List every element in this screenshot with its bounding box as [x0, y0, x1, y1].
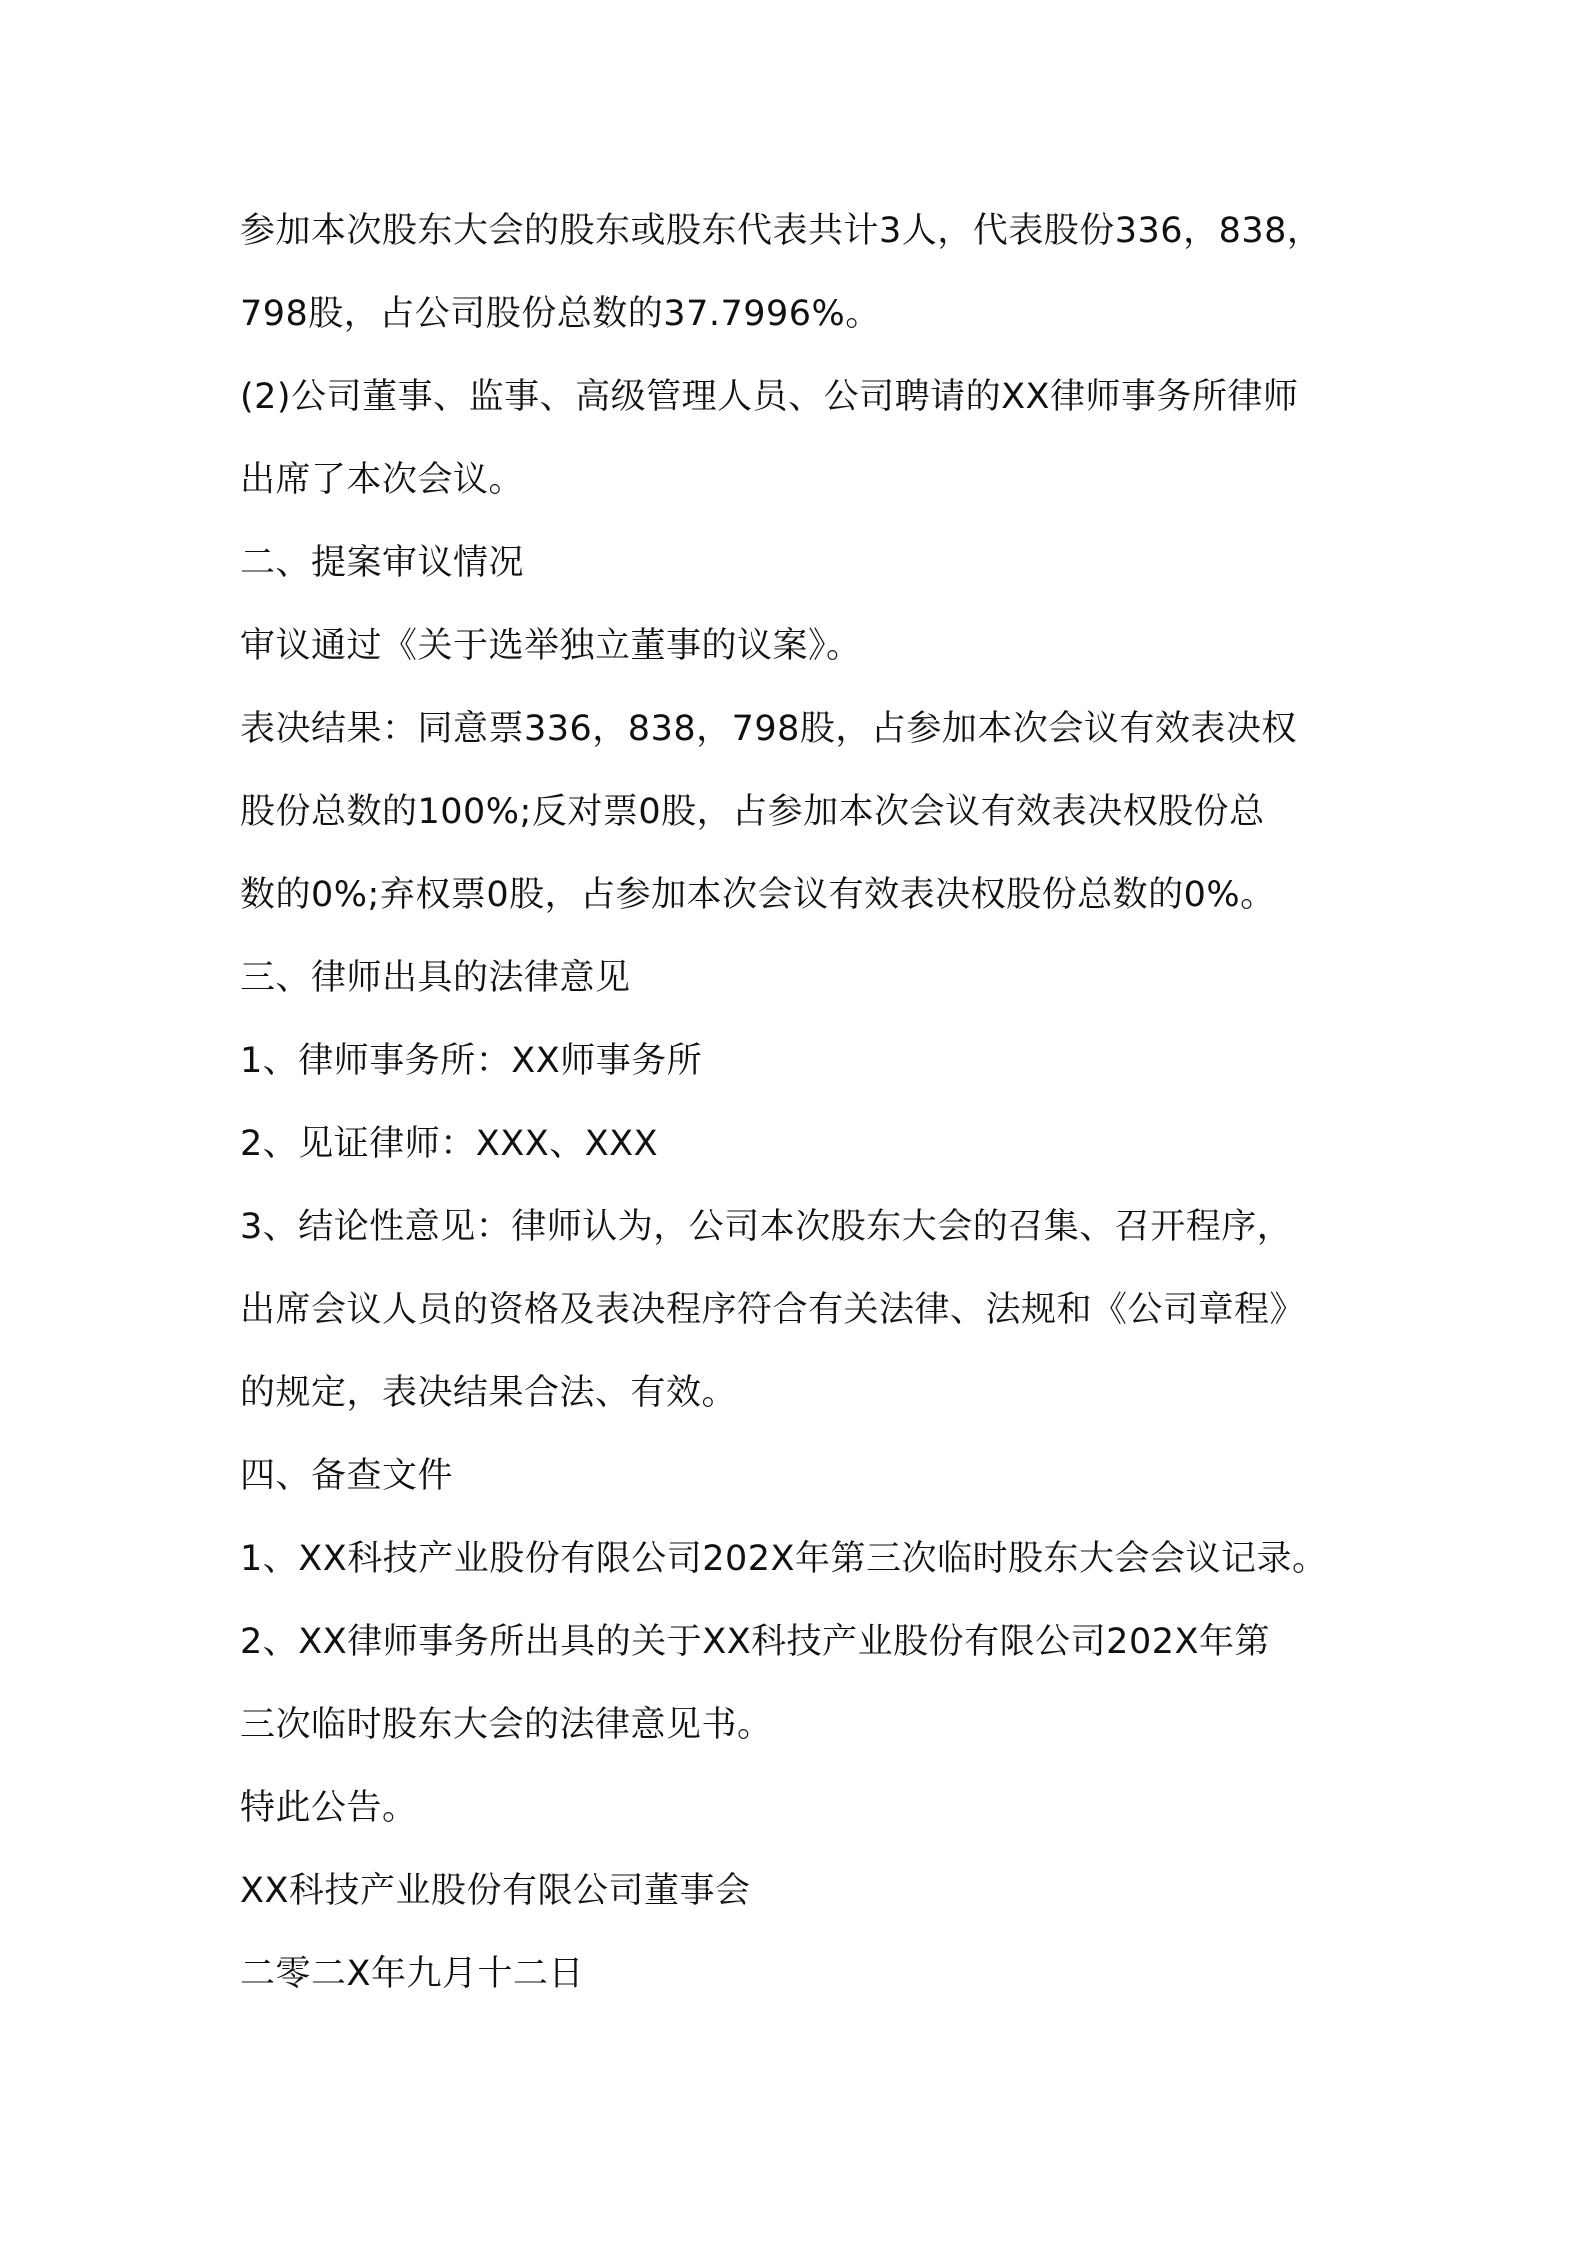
signature-organization: XX科技产业股份有限公司董事会: [240, 1871, 751, 1911]
paragraph-line: 股份总数的100%;反对票0股，占参加本次会议有效表决权股份总: [240, 792, 1265, 832]
paragraph-line: (2)公司董事、监事、高级管理人员、公司聘请的XX律师事务所律师: [240, 377, 1299, 417]
paragraph-line: 出席了本次会议。: [240, 460, 525, 500]
signature-date: 二零二X年九月十二日: [240, 1954, 584, 1994]
list-item: 1、XX科技产业股份有限公司202X年第三次临时股东大会会议记录。: [240, 1539, 1328, 1579]
list-item: 1、律师事务所：XX师事务所: [240, 1041, 703, 1081]
paragraph-line: 出席会议人员的资格及表决程序符合有关法律、法规和《公司章程》: [240, 1290, 1306, 1330]
paragraph-line: 三次临时股东大会的法律意见书。: [240, 1705, 773, 1745]
document-body: [240, 190, 1360, 2016]
section-heading: 三、律师出具的法律意见: [240, 958, 631, 998]
section-heading: 二、提案审议情况: [240, 543, 525, 583]
list-item: 2、见证律师：XXX、XXX: [240, 1124, 659, 1164]
list-item: 2、XX律师事务所出具的关于XX科技产业股份有限公司202X年第: [240, 1622, 1270, 1662]
paragraph-line: 798股，占公司股份总数的37.7996%。: [240, 294, 881, 334]
paragraph-line: 审议通过《关于选举独立董事的议案》。: [240, 626, 862, 666]
paragraph-line: 参加本次股东大会的股东或股东代表共计3人，代表股份336，838，: [240, 211, 1323, 251]
closing-statement: 特此公告。: [240, 1788, 418, 1828]
list-item: 3、结论性意见：律师认为，公司本次股东大会的召集、召开程序，: [240, 1207, 1293, 1247]
section-heading: 四、备查文件: [240, 1456, 454, 1496]
paragraph-line: 数的0%;弃权票0股，占参加本次会议有效表决权股份总数的0%。: [240, 875, 1276, 915]
paragraph-line: 表决结果：同意票336，838，798股，占参加本次会议有效表决权: [240, 709, 1297, 749]
paragraph-line: 的规定，表决结果合法、有效。: [240, 1373, 738, 1413]
